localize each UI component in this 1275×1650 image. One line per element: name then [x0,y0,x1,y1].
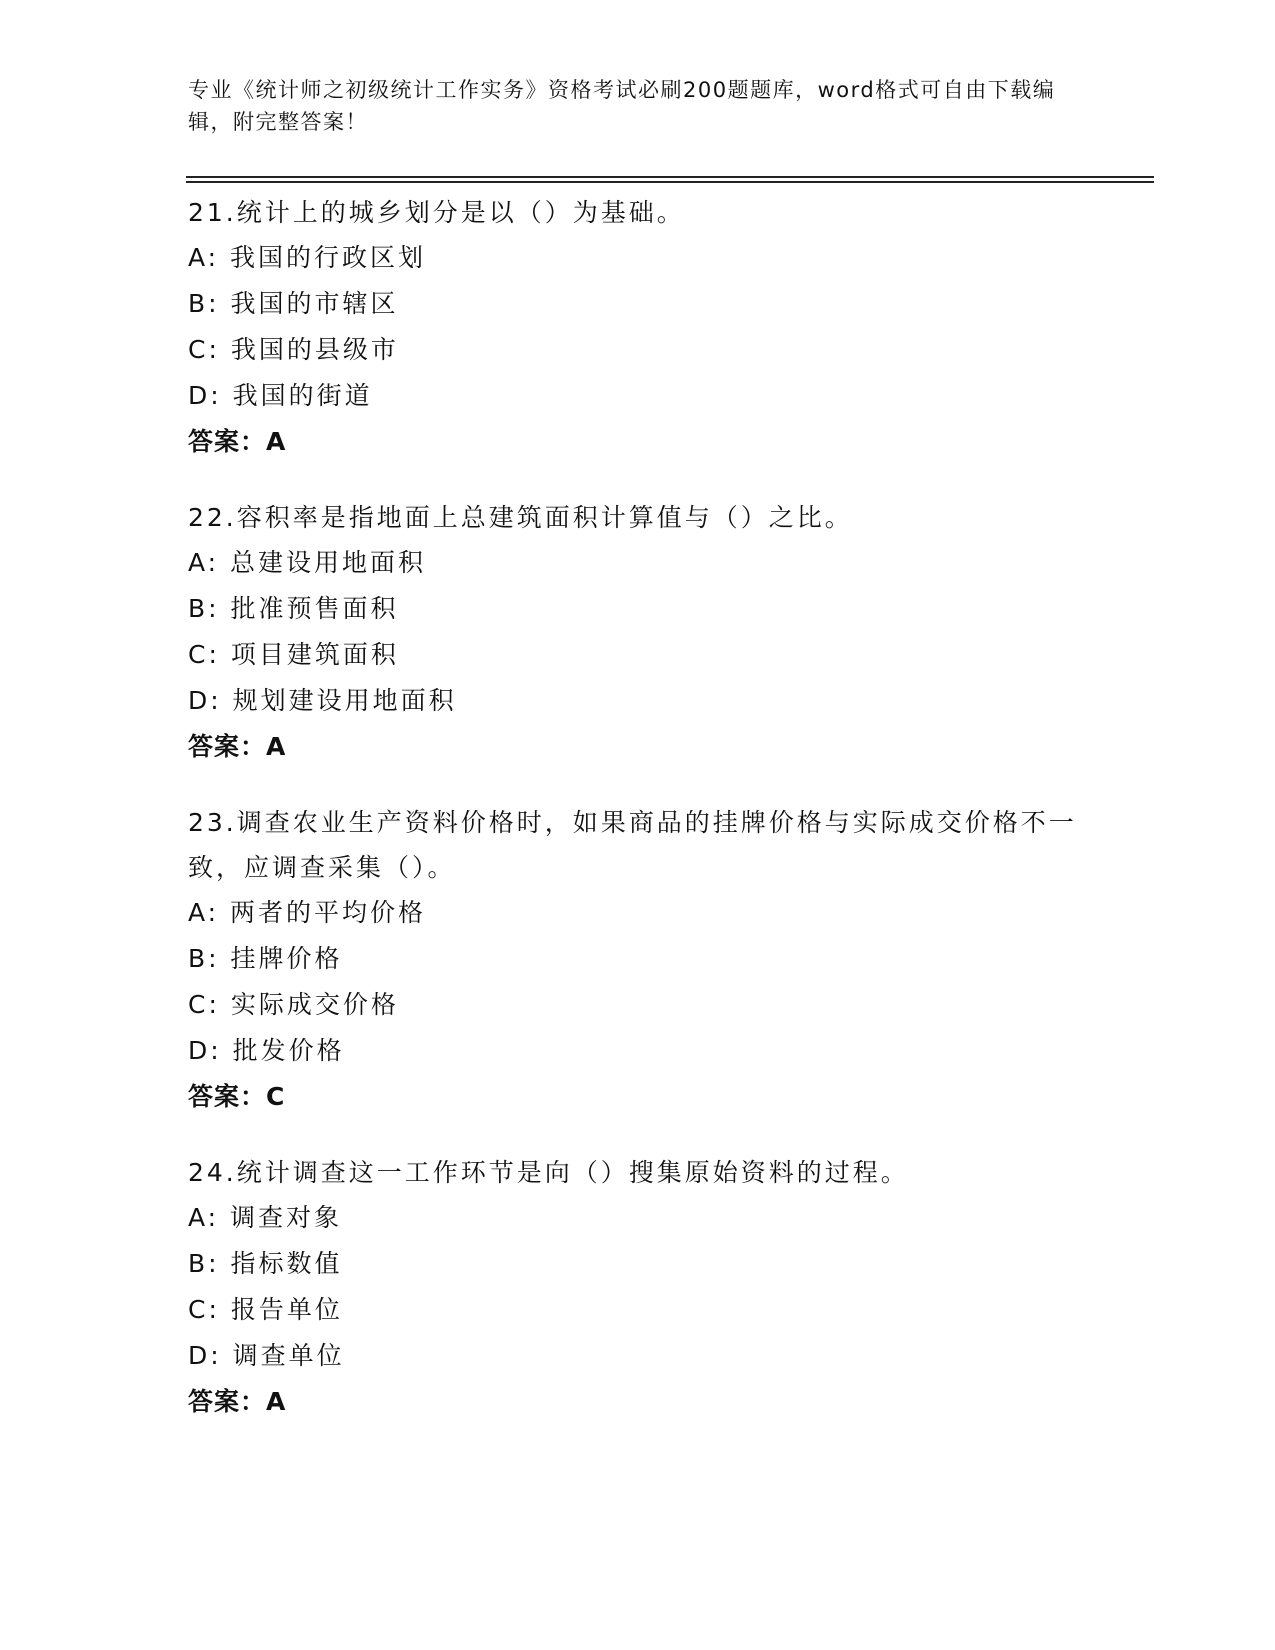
option-d: D: 批发价格 [188,1036,345,1065]
option-c: C: 项目建筑面积 [188,640,399,669]
option-b: B: 挂牌价格 [188,944,343,973]
option-a: A: 调查对象 [188,1203,343,1232]
question-22 [188,495,1148,770]
option-b: B: 批准预售面积 [188,594,399,623]
question-stem: 24.统计调查这一工作环节是向（）搜集原始资料的过程。 [188,1158,909,1187]
question-list [188,190,1148,1455]
option-d: D: 调查单位 [188,1341,345,1370]
option-c: C: 我国的县级市 [188,335,399,364]
document-header: 专业《统计师之初级统计工作实务》资格考试必刷200题题库，word格式可自由下载编辑，附完整答案！ [188,78,1056,134]
question-24 [188,1150,1148,1425]
question-stem: 21.统计上的城乡划分是以（）为基础。 [188,198,685,227]
option-a: A: 两者的平均价格 [188,898,427,927]
answer: 答案：A [188,427,287,456]
option-d: D: 规划建设用地面积 [188,686,457,715]
option-b: B: 指标数值 [188,1249,343,1278]
question-23 [188,800,1148,1120]
option-b: B: 我国的市辖区 [188,289,399,318]
option-a: A: 我国的行政区划 [188,243,427,272]
option-c: C: 实际成交价格 [188,990,399,1019]
header-divider-top [186,176,1154,178]
option-c: C: 报告单位 [188,1295,343,1324]
option-d: D: 我国的街道 [188,381,373,410]
answer: 答案：A [188,732,287,761]
answer: 答案：C [188,1082,286,1111]
header-divider-bottom [186,181,1154,183]
question-stem: 23.调查农业生产资料价格时，如果商品的挂牌价格与实际成交价格不一致，应调查采集（）。 [188,808,1077,882]
question-stem: 22.容积率是指地面上总建筑面积计算值与（）之比。 [188,503,853,532]
question-21 [188,190,1148,465]
option-a: A: 总建设用地面积 [188,548,427,577]
answer: 答案：A [188,1387,287,1416]
